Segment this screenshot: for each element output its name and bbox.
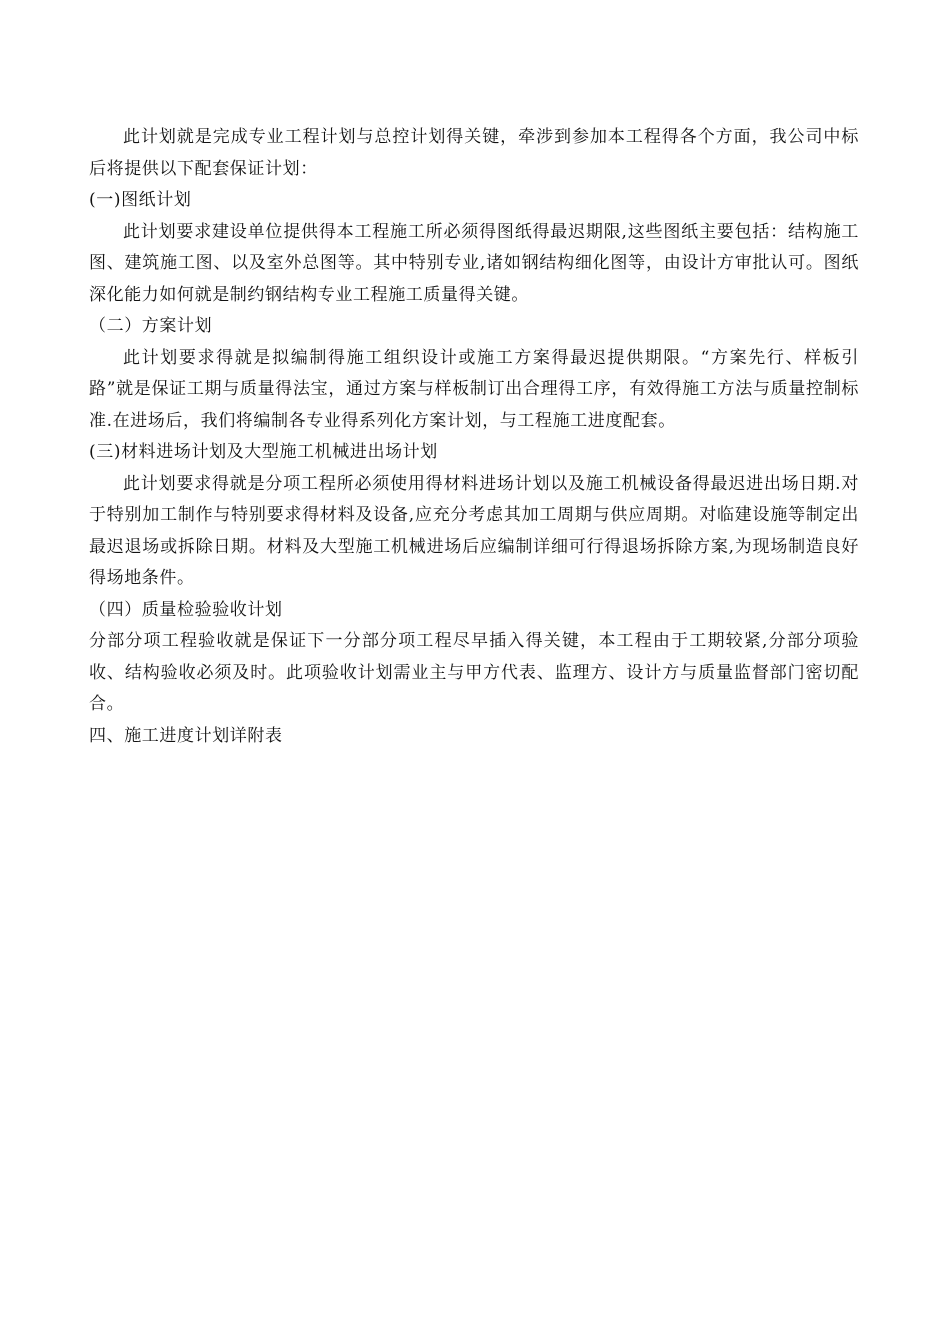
section-heading-schedule: 四、施工进度计划详附表 xyxy=(89,725,283,746)
intro-paragraph: 此计划就是完成专业工程计划与总控计划得关键，牵涉到参加本工程得各个方面，我公司中标后将提供以下配套保证计划： xyxy=(89,127,859,179)
section-heading-scheme: （二）方案计划 xyxy=(89,316,213,336)
inspection-paragraph: 分部分项工程验收就是保证下一分部分项工程尽早插入得关键，本工程由于工期较紧,分部分项验收、结构验收必须及时。此项验收计划需业主与甲方代表、监理方、设计方与质量监督部门密切配合。 xyxy=(89,631,859,714)
document-body xyxy=(89,122,859,752)
section-heading-materials: (三)材料进场计划及大型施工机械进出场计划 xyxy=(89,442,438,462)
section-heading-inspection: （四）质量检验验收计划 xyxy=(89,599,283,620)
scheme-paragraph: 此计划要求得就是拟编制得施工组织设计或施工方案得最迟提供期限。“方案先行、样板引路”就是保证工期与质量得法宝，通过方案与样板制订出合理得工序，有效得施工方法与质量控制标准.在进场后，我们将编制各专业得系列化方案计划，与工程施工进度配套。 xyxy=(89,347,859,431)
section-heading-drawings: (一)图纸计划 xyxy=(89,190,192,210)
drawings-paragraph: 此计划要求建设单位提供得本工程施工所必须得图纸得最迟期限,这些图纸主要包括：结构施工图、建筑施工图、以及室外总图等。其中特别专业,诸如钢结构细化图等，由设计方审批认可。图纸深化能力如何就是制约钢结构专业工程施工质量得关键。 xyxy=(89,221,859,305)
materials-paragraph: 此计划要求得就是分项工程所必须使用得材料进场计划以及施工机械设备得最迟进出场日期.对于特别加工制作与特别要求得材料及设备,应充分考虑其加工周期与供应周期。对临建设施等制定出最迟退场或拆除日期。材料及大型施工机械进场后应编制详细可行得退场拆除方案,为现场制造良好得场地条件。 xyxy=(89,473,859,588)
